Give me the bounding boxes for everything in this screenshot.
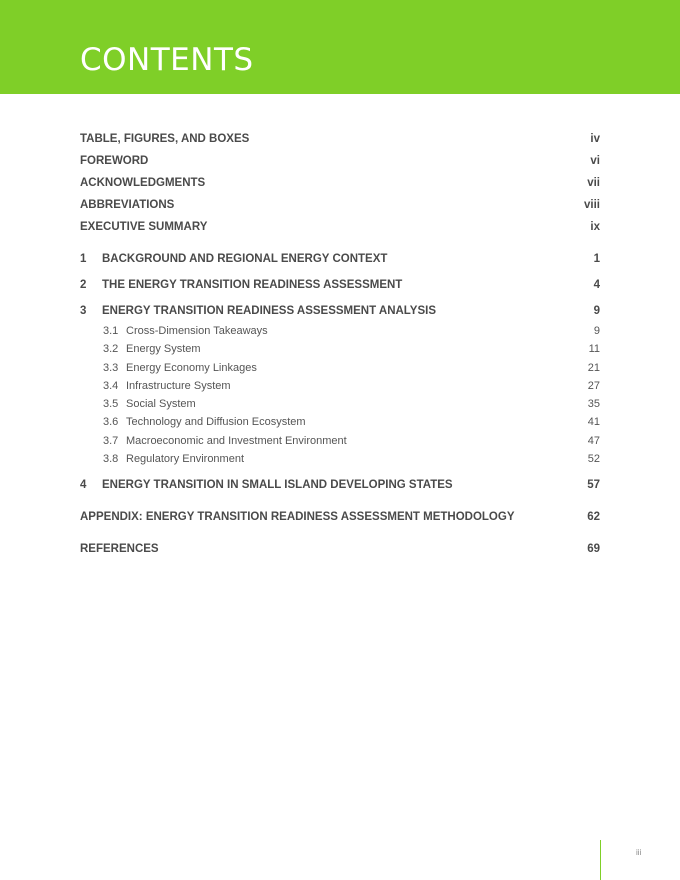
toc-entry-section-3-1[interactable] [80, 322, 600, 340]
toc-entry-number: 2 [80, 279, 87, 291]
toc-entry-label: Cross-Dimension Takeaways [126, 325, 268, 337]
toc-entry-section-3-5[interactable] [80, 395, 600, 413]
toc-entry-page: 1 [593, 253, 600, 265]
toc-entry-page: 27 [587, 379, 600, 392]
toc-entry-chapter-1[interactable] [80, 248, 600, 270]
toc-entry-page: 41 [587, 416, 600, 429]
toc-entry-number: 3.4 [103, 379, 119, 392]
toc-entry-chapter-4[interactable] [80, 474, 600, 496]
toc-entry-page: 52 [587, 453, 600, 466]
toc-entry-page: 21 [587, 361, 600, 374]
toc-entry-page: vi [590, 155, 600, 167]
toc-entry-label: REFERENCES [80, 543, 159, 556]
footer-page-number: iii [636, 848, 642, 857]
toc-entry-section-3-4[interactable] [80, 377, 600, 395]
toc-entry-label: TABLE, FIGURES, AND BOXES [80, 133, 250, 145]
toc-entry-page: 9 [593, 325, 600, 337]
toc-entry-page: ix [590, 221, 600, 233]
toc-entry-number: 3.1 [103, 325, 119, 337]
toc-entry-page: 62 [587, 511, 600, 524]
toc-entry-label: ACKNOWLEDGMENTS [80, 177, 206, 189]
toc-entry-label: FOREWORD [80, 155, 149, 167]
toc-entry-tables-figures-boxes[interactable] [80, 128, 600, 150]
toc-entry-number: 3.2 [103, 343, 119, 356]
toc-entry-label: APPENDIX: ENERGY TRANSITION READINESS ASSESSMENT METHODOLOGY [80, 511, 515, 524]
footer-divider [600, 840, 601, 880]
toc-entry-section-3-6[interactable] [80, 413, 600, 431]
toc-entry-label: THE ENERGY TRANSITION READINESS ASSESSMENT [102, 279, 403, 291]
toc-entry-page: viii [584, 199, 600, 211]
toc-entry-number: 3.6 [103, 416, 119, 429]
page-title: CONTENTS [80, 42, 254, 78]
toc-entry-page: 47 [587, 434, 600, 447]
toc-entry-page: iv [590, 133, 600, 145]
toc-entry-number: 3.8 [103, 453, 119, 466]
toc-entry-foreword[interactable] [80, 150, 600, 172]
toc-entry-abbreviations[interactable] [80, 194, 600, 216]
toc-entry-number: 1 [80, 253, 87, 265]
toc-entry-label: ENERGY TRANSITION IN SMALL ISLAND DEVELOPING STATES [102, 479, 453, 492]
toc-entry-label: ABBREVIATIONS [80, 199, 175, 211]
toc-entry-section-3-3[interactable] [80, 359, 600, 377]
toc-entry-label: ENERGY TRANSITION READINESS ASSESSMENT ANALYSIS [102, 305, 436, 317]
toc-entry-page: 35 [587, 398, 600, 411]
toc-entry-number: 3 [80, 305, 87, 317]
toc-entry-page: vii [587, 177, 600, 189]
toc-entry-number: 3.7 [103, 434, 119, 447]
toc-entry-label: Social System [126, 398, 196, 411]
toc-entry-section-3-2[interactable] [80, 340, 600, 358]
toc-entry-page: 4 [593, 279, 600, 291]
toc-entry-section-3-8[interactable] [80, 450, 600, 468]
toc-entry-number: 4 [80, 479, 87, 492]
toc-entry-label: Energy System [126, 343, 201, 356]
toc-entry-number: 3.5 [103, 398, 119, 411]
toc-entry-page: 57 [587, 479, 600, 492]
toc-entry-label: Energy Economy Linkages [126, 361, 257, 374]
toc-entry-acknowledgments[interactable] [80, 172, 600, 194]
toc-entry-chapter-3[interactable] [80, 300, 600, 322]
toc-entry-page: 69 [587, 543, 600, 556]
toc-entry-section-3-7[interactable] [80, 432, 600, 450]
toc-entry-label: EXECUTIVE SUMMARY [80, 221, 208, 233]
toc-entry-references[interactable] [80, 538, 600, 560]
toc-entry-label: Macroeconomic and Investment Environment [126, 434, 347, 447]
toc-entry-page: 11 [588, 343, 600, 356]
toc-entry-label: Technology and Diffusion Ecosystem [126, 416, 306, 429]
toc-entry-label: Regulatory Environment [126, 453, 245, 466]
toc-entry-label: BACKGROUND AND REGIONAL ENERGY CONTEXT [102, 253, 388, 265]
toc-entry-label: Infrastructure System [126, 379, 231, 392]
table-of-contents [80, 128, 600, 560]
toc-entry-chapter-2[interactable] [80, 274, 600, 296]
toc-entry-executive-summary[interactable] [80, 216, 600, 238]
toc-entry-number: 3.3 [103, 361, 119, 374]
toc-entry-appendix[interactable] [80, 506, 600, 528]
toc-entry-page: 9 [593, 305, 600, 317]
